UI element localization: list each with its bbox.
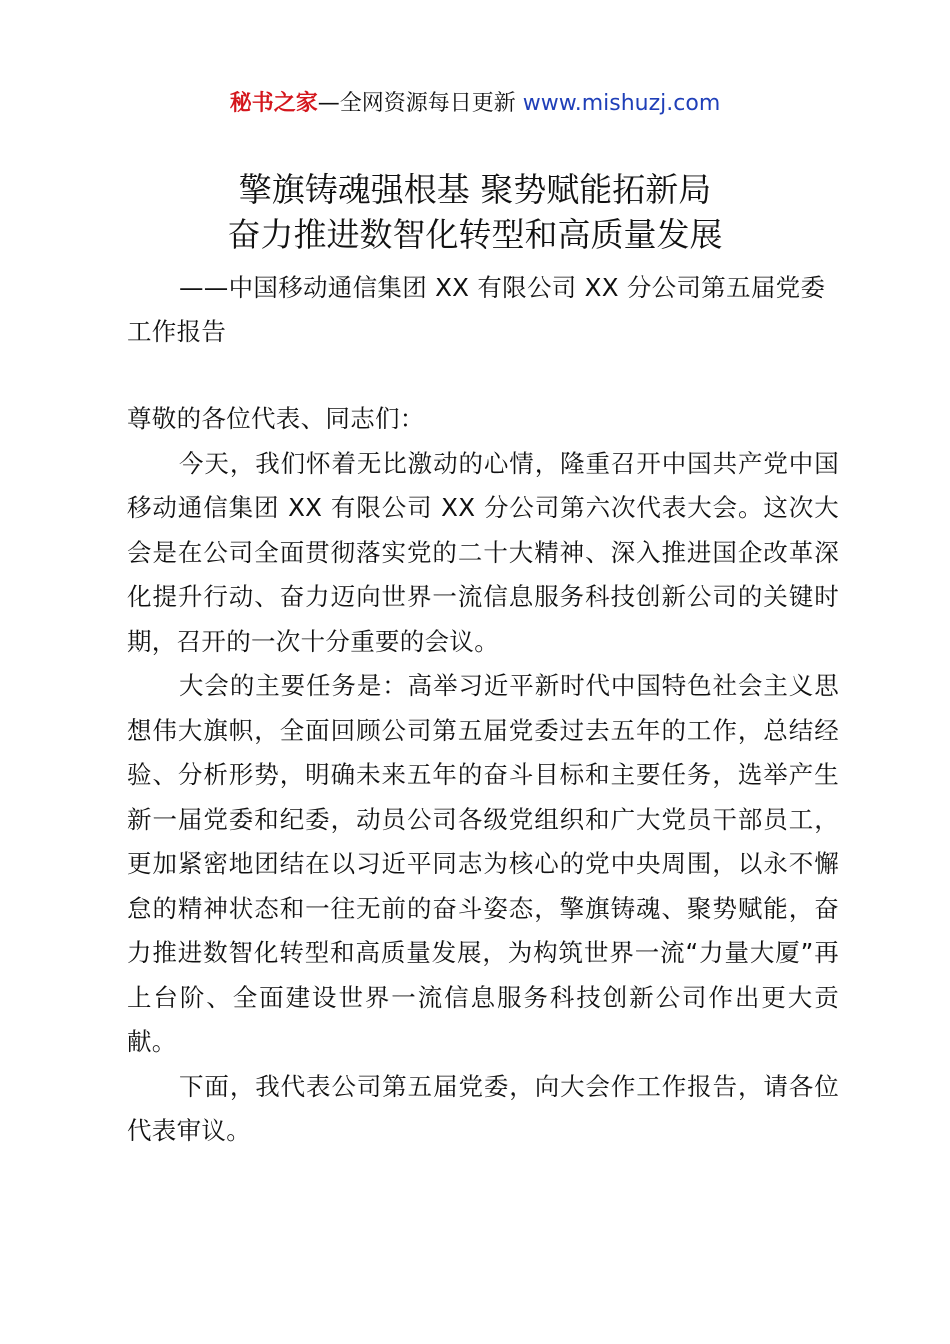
site-url-link[interactable]: www.mishuzj.com	[522, 91, 721, 116]
paragraph: 大会的主要任务是：高举习近平新时代中国特色社会主义思想伟大旗帜，全面回顾公司第五届党委过去五年的工作，总结经验、分析形势，明确未来五年的奋斗目标和主要任务，选举产生新一届党委和纪委，动员公司各级党组织和广大党员干部员工，更加紧密地团结在以习近平同志为核心的党中央周围，以永不懈怠的精神状态和一往无前的奋斗姿态，擎旗铸魂、聚势赋能，奋力推进数智化转型和高质量发展，为构筑世界一流“力量大厦”再上台阶、全面建设世界一流信息服务科技创新公司作出更大贡献。	[127, 671, 839, 1056]
document-body	[127, 397, 839, 1154]
site-brand: 秘书之家	[229, 91, 318, 116]
document-title-line-2: 奋力推进数智化转型和高质量发展	[227, 215, 723, 254]
document-title-line-1: 擎旗铸魂强根基 聚势赋能拓新局	[238, 170, 712, 209]
site-tagline: —全网资源每日更新	[317, 91, 523, 116]
salutation: 尊敬的各位代表、同志们：	[127, 404, 425, 433]
paragraph: 下面，我代表公司第五届党委，向大会作工作报告，请各位代表审议。	[127, 1071, 839, 1145]
site-header	[0, 88, 950, 120]
paragraph: 今天，我们怀着无比激动的心情，隆重召开中国共产党中国移动通信集团 XX 有限公司 XX 分公司第六次代表大会。这次大会是在公司全面贯彻落实党的二十大精神、深入推进国企改革深化提升行动、奋力迈向世界一流信息服务科技创新公司的关键时期，召开的一次十分重要的会议。	[127, 448, 839, 656]
document-subtitle: ——中国移动通信集团 XX 有限公司 XX 分公司第五届党委工作报告	[127, 273, 826, 346]
